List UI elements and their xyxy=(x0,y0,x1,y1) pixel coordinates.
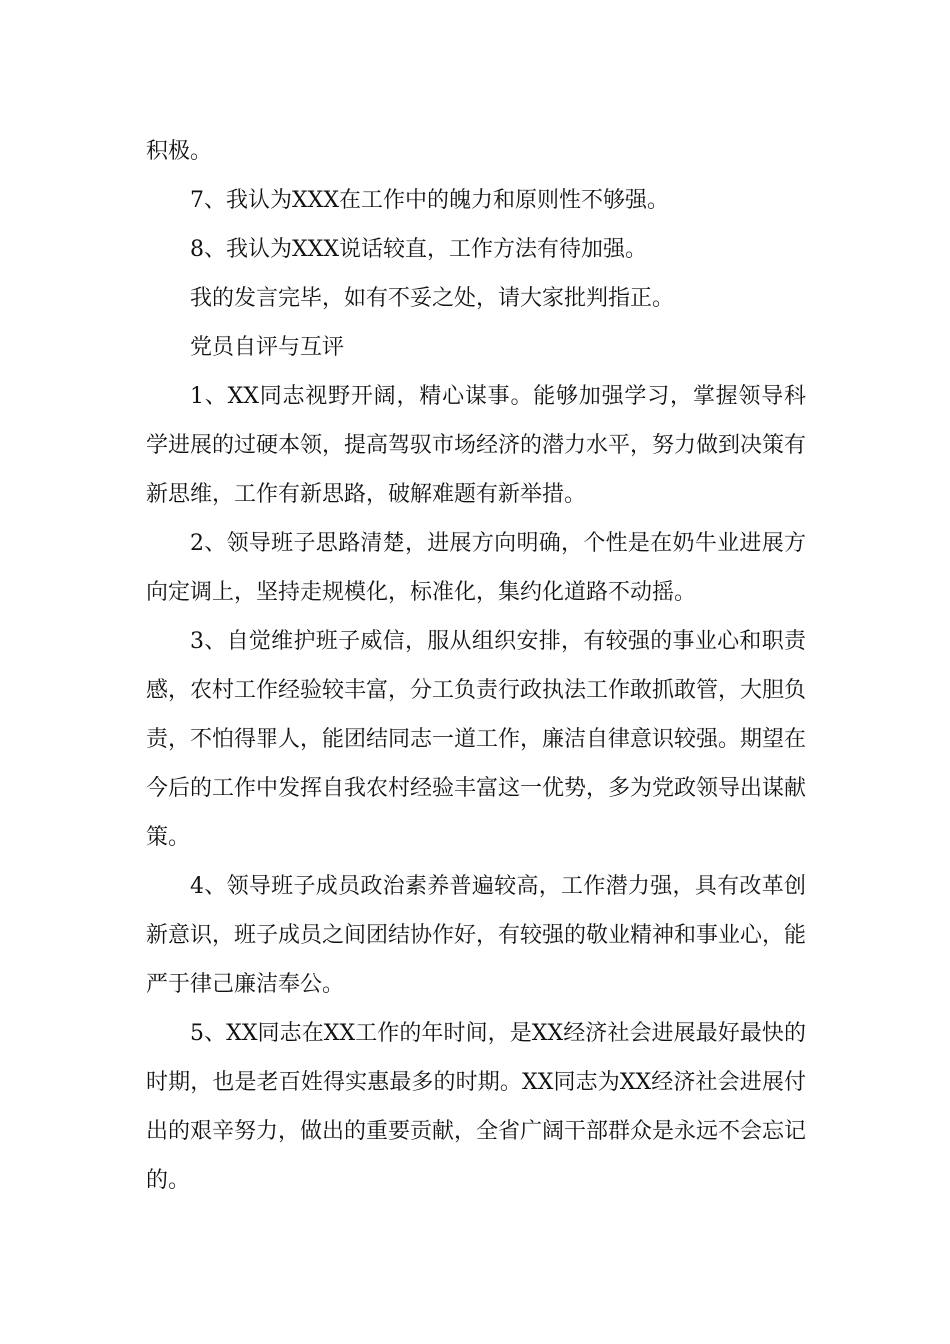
paragraph-eval-3: 3、自觉维护班子威信，服从组织安排，有较强的事业心和职责感，农村工作经验较丰富，分工负责行政执法工作敢抓敢管，大胆负责，不怕得罪人，能团结同志一道工作，廉洁自律意识较强。期望在今后的工作中发挥自我农村经验丰富这一优势，多为党政领导出谋献策。 xyxy=(146,629,807,850)
document-body xyxy=(146,127,806,1205)
paragraph-closing: 我的发言完毕，如有不妥之处，请大家批判指正。 xyxy=(190,286,675,311)
paragraph-item-8: 8、我认为XXX说话较直，工作方法有待加强。 xyxy=(190,237,647,262)
paragraph-eval-5: 5、XX同志在XX工作的年时间，是XX经济社会进展最好最快的时期，也是老百姓得实惠最多的时期。XX同志为XX经济社会进展付出的艰辛努力，做出的重要贡献，全省广阔干部群众是永远不会忘记的。 xyxy=(146,1021,807,1193)
section-heading: 党员自评与互评 xyxy=(190,335,345,360)
paragraph-eval-1: 1、XX同志视野开阔，精心谋事。能够加强学习，掌握领导科学进展的过硬本领，提高驾驭市场经济的潜力水平，努力做到决策有新思维，工作有新思路，破解难题有新举措。 xyxy=(146,384,807,507)
paragraph-eval-2: 2、领导班子思路清楚，进展方向明确，个性是在奶牛业进展方向定调上，坚持走规模化，标准化，集约化道路不动摇。 xyxy=(146,531,806,605)
paragraph-eval-4: 4、领导班子成员政治素养普遍较高，工作潜力强，具有改革创新意识，班子成员之间团结协作好，有较强的敬业精神和事业心，能严于律己廉洁奉公。 xyxy=(146,874,807,997)
paragraph-item-7: 7、我认为XXX在工作中的魄力和原则性不够强。 xyxy=(190,188,669,213)
paragraph-continuation: 积极。 xyxy=(146,139,213,164)
